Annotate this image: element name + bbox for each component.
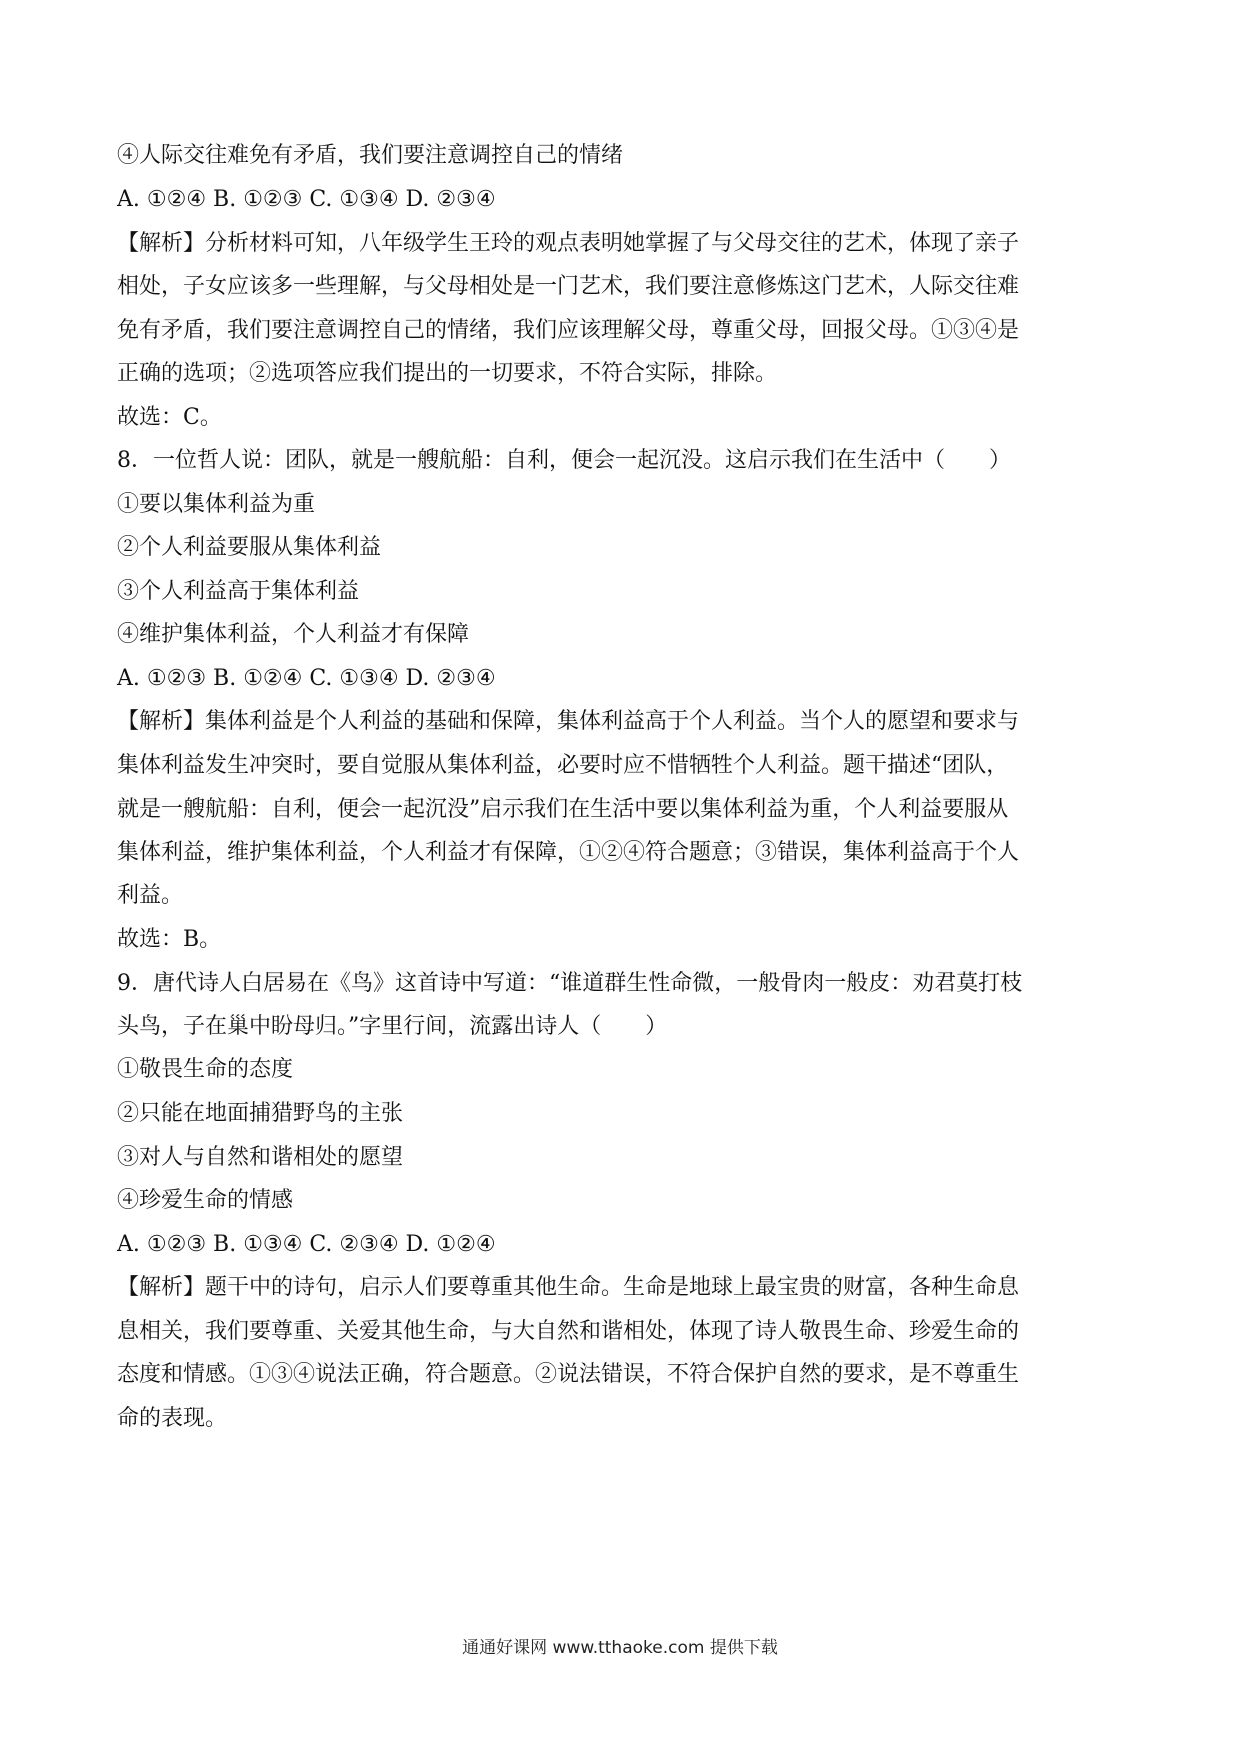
text-line: 头鸟，子在巢中盼母归。”字里行间，流露出诗人（ ）: [117, 1014, 668, 1039]
text-line: A. ①②④ B. ①②③ C. ①③④ D. ②③④: [117, 187, 496, 212]
text-line: 命的表现。: [117, 1406, 228, 1431]
text-line: 免有矛盾，我们要注意调控自己的情绪，我们应该理解父母，尊重父母，回报父母。①③④是: [117, 318, 1020, 343]
option-line: ②个人利益要服从集体利益: [117, 535, 382, 560]
text-line: 【解析】集体利益是个人利益的基础和保障，集体利益高于个人利益。当个人的愿望和要求与: [117, 709, 1020, 734]
option-line: ④维护集体利益，个人利益才有保障: [117, 622, 470, 647]
text-line: 就是一艘航船：自利，便会一起沉没”启示我们在生活中要以集体利益为重，个人利益要服从: [117, 797, 1009, 822]
text-line: 利益。: [117, 883, 184, 908]
text-line: 正确的选项；②选项答应我们提出的一切要求，不符合实际，排除。: [117, 361, 778, 386]
answer-choices: A. ①②③ B. ①②④ C. ①③④ D. ②③④: [117, 666, 496, 691]
text-line: 故选：C。: [117, 405, 222, 430]
option-line: ④珍爱生命的情感: [117, 1188, 294, 1213]
text-line: 集体利益发生冲突时，要自觉服从集体利益，必要时应不惜牺牲个人利益。题干描述“团队，: [117, 753, 1009, 778]
text-line: ④人际交往难免有矛盾，我们要注意调控自己的情绪: [117, 143, 624, 168]
option-line: ③对人与自然和谐相处的愿望: [117, 1145, 404, 1170]
answer-choices: A. ①②③ B. ①③④ C. ②③④ D. ①②④: [117, 1232, 496, 1257]
page-footer: 通通好课网 www.tthaoke.com 提供下载: [462, 1638, 778, 1658]
text-line: 集体利益，维护集体利益，个人利益才有保障，①②④符合题意；③错误，集体利益高于个人: [117, 840, 1020, 865]
text-line: 态度和情感。①③④说法正确，符合题意。②说法错误，不符合保护自然的要求，是不尊重生: [117, 1362, 1020, 1387]
text-line: 相处，子女应该多一些理解，与父母相处是一门艺术，我们要注意修炼这门艺术，人际交往难: [117, 274, 1020, 299]
option-line: ①要以集体利益为重: [117, 492, 316, 517]
option-line: ①敬畏生命的态度: [117, 1057, 294, 1082]
text-line: 【解析】分析材料可知，八年级学生王玲的观点表明她掌握了与父母交往的艺术，体现了亲子: [117, 231, 1020, 256]
text-line: 故选：B。: [117, 927, 222, 952]
question-8-stem: 8．一位哲人说：团队，就是一艘航船：自利，便会一起沉没。这启示我们在生活中（ ）: [117, 448, 1012, 473]
option-line: ②只能在地面捕猎野鸟的主张: [117, 1101, 404, 1126]
text-line: 息相关，我们要尊重、关爱其他生命，与大自然和谐相处，体现了诗人敬畏生命、珍爱生命的: [117, 1319, 1020, 1344]
question-9-stem: 9．唐代诗人白居易在《鸟》这首诗中写道：“谁道群生性命微，一般骨肉一般皮：劝君莫打枝: [117, 971, 1023, 996]
text-line: 【解析】题干中的诗句，启示人们要尊重其他生命。生命是地球上最宝贵的财富，各种生命息: [117, 1275, 1020, 1300]
option-line: ③个人利益高于集体利益: [117, 579, 360, 604]
